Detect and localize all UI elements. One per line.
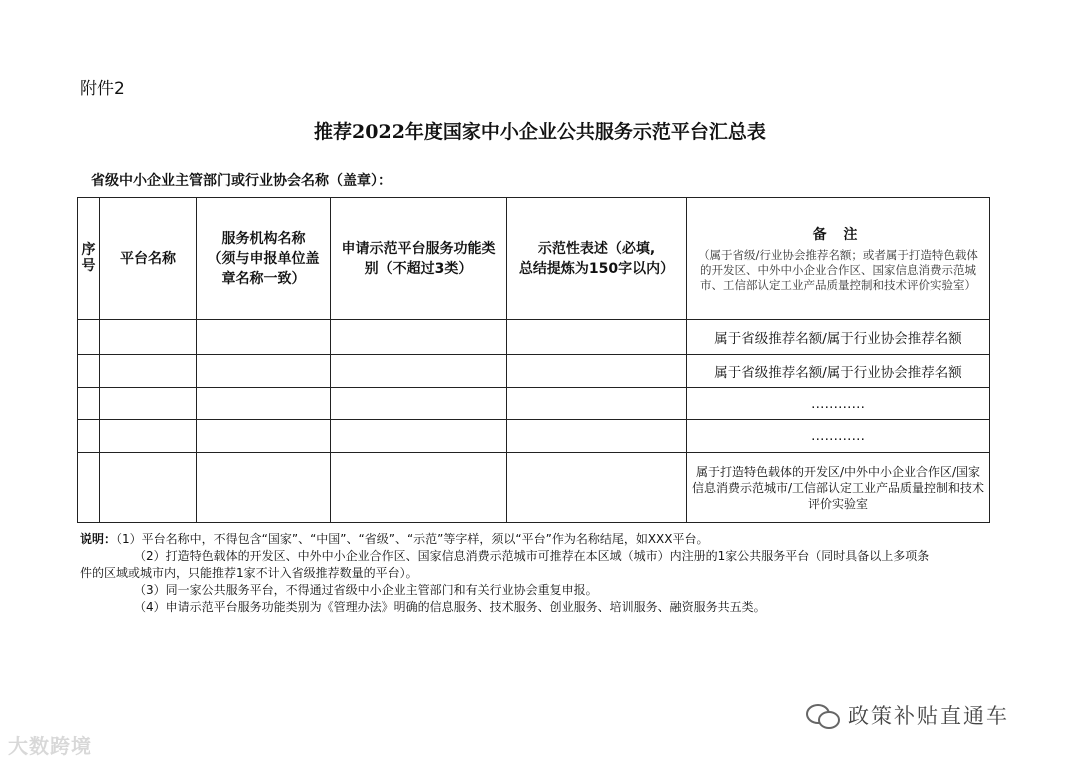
watermark-left: 大数跨境 bbox=[8, 734, 92, 758]
table-row bbox=[78, 388, 990, 420]
table-row bbox=[78, 355, 990, 388]
row-note: ………… bbox=[687, 388, 990, 420]
note-item-4: （4）申请示范平台服务功能类别为《管理办法》明确的信息服务、技术服务、创业服务、培训服务、融资服务共五类。 bbox=[134, 600, 766, 614]
notes-label: 说明： bbox=[80, 532, 117, 546]
attachment-label: 附件2 bbox=[80, 79, 125, 99]
org-name-line: 省级中小企业主管部门或行业协会名称（盖章）： bbox=[91, 173, 392, 189]
page-title: 推荐2022年度国家中小企业公共服务示范平台汇总表 bbox=[314, 121, 766, 143]
header-category: 申请示范平台服务功能类 别（不超过3类） bbox=[331, 198, 507, 320]
table-row bbox=[78, 453, 990, 523]
table-row bbox=[78, 420, 990, 453]
wechat-icon bbox=[806, 702, 840, 728]
note-item-2: （2）打造特色载体的开发区、中外中小企业合作区、国家信息消费示范城市可推荐在本区域（城市）内注册的1家公共服务平台（同时具备以上多项条 bbox=[134, 549, 930, 563]
row-note: 属于省级推荐名额/属于行业协会推荐名额 bbox=[687, 320, 990, 355]
row-note: ………… bbox=[687, 420, 990, 453]
watermark-right-text: 政策补贴直通车 bbox=[848, 704, 1009, 728]
note-item-1: （1）平台名称中，不得包含“国家”、“中国”、“省级”、“示范”等字样，须以“平台”作为名称结尾，如XXX平台。 bbox=[116, 532, 709, 546]
header-demo-statement: 示范性表述（必填, 总结提炼为150字以内） bbox=[507, 198, 687, 320]
row-note: 属于打造特色载体的开发区/中外中小企业合作区/国家信息消费示范城市/工信部认定工业产品质量控制和技术评价实验室 bbox=[687, 453, 990, 523]
notes-section bbox=[80, 531, 1000, 616]
note-item-2-cont: 件的区域或城市内，只能推荐1家不计入省级推荐数量的平台）。 bbox=[80, 566, 418, 580]
row-note: 属于省级推荐名额/属于行业协会推荐名额 bbox=[687, 355, 990, 388]
table-row bbox=[78, 320, 990, 355]
header-service-org: 服务机构名称 （须与申报单位盖 章名称一致） bbox=[197, 198, 331, 320]
summary-table bbox=[77, 197, 990, 523]
header-seq: 序号 bbox=[78, 198, 100, 320]
header-platform-name: 平台名称 bbox=[100, 198, 197, 320]
table-header-row bbox=[78, 198, 990, 320]
note-item-3: （3）同一家公共服务平台，不得通过省级中小企业主管部门和有关行业协会重复申报。 bbox=[134, 583, 598, 597]
watermark-right bbox=[806, 700, 1009, 730]
header-remarks: 备 注 （属于省级/行业协会推荐名额；或者属于打造特色载体的开发区、中外中小企业合作区、国家信息消费示范城市、工信部认定工业产品质量控制和技术评价实验室） bbox=[687, 198, 990, 320]
